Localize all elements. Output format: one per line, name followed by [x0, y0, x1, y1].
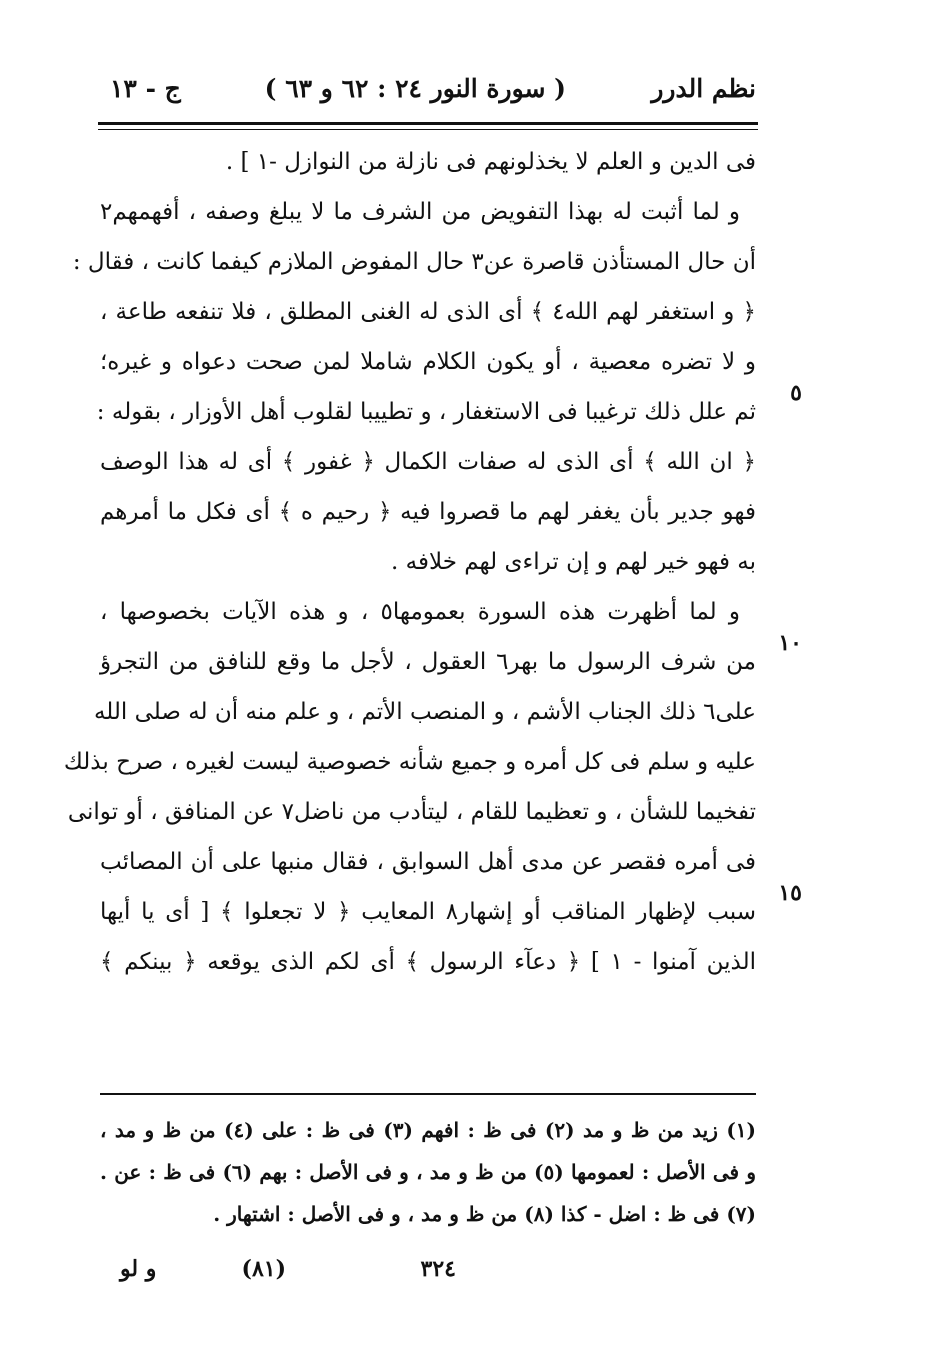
line-number-15: ١٥ [778, 880, 802, 906]
text-line: فى أمره فقصر عن مدى أهل السوابق ، فقال منبها على أن المصائب [100, 849, 756, 875]
text-line: الذين آمنوا - ١ ] ﴿ دعآء الرسول ﴾ أى لكم الذى يوقعه ﴿ بينكم ﴾ [100, 949, 756, 975]
footnote-line: (١) زيد من ظ و مد (٢) فى ظ : افهم (٣) فى ظ : على (٤) من ظ و مد ، [100, 1118, 756, 1142]
text-line: و لا تضره معصية ، أو يكون الكلام شاملا لمن صحت دعواه و غيره؛ [100, 349, 756, 375]
line-number-10: ١٠ [778, 630, 802, 656]
page-number: ٣٢٤ [420, 1256, 456, 1282]
header-rule-thick [98, 122, 758, 125]
footnote-rule [100, 1093, 756, 1095]
page-footer [100, 1256, 756, 1296]
text-line: ﴿ ان الله ﴾ أى الذى له صفات الكمال ﴿ غفور ﴾ أى له هذا الوصف [100, 449, 756, 475]
text-line: و لما أظهرت هذه السورة بعمومها٥ ، و هذه الآيات بخصوصها ، [100, 599, 740, 625]
header-rule-thin [98, 129, 758, 130]
text-line: ثم علل ذلك ترغيبا فى الاستغفار ، و تطييبا لقلوب أهل الأوزار ، بقوله : [96, 399, 756, 425]
text-line: من شرف الرسول ما بهر٦ العقول ، لأجل ما وقع للنافق من التجرؤ [100, 649, 756, 675]
surah-reference: ( سورة النور ٢٤ : ٦٢ و ٦٣ ) [264, 74, 566, 103]
text-line: فى الدين و العلم لا يخذلونهم فى نازلة من النوازل -١ ] . [225, 149, 756, 175]
footnote-line: (٧) فى ظ : اضل - كذا (٨) من ظ و مد ، و فى الأصل : اشتهار . [213, 1202, 756, 1226]
text-line: سبب لإظهار المناقب أو إشهار٨ المعايب ﴿ لا تجعلوا ﴾ [ أى يا أيها [100, 899, 757, 925]
text-line: على٦ ذلك الجناب الأشم ، و المنصب الأتم ، و علم منه أن له صلى الله [93, 699, 756, 725]
volume-label: ج - ١٣ [110, 74, 181, 103]
signature-mark: (٨١) [241, 1256, 286, 1282]
line-number-5: ٥ [790, 380, 802, 406]
text-line: أن حال المستأذن قاصرة عن٣ حال المفوض الملازم كيفما كانت ، فقال : [72, 249, 756, 275]
text-line: تفخيما للشأن ، و تعظيما للقام ، ليتأدب من ناضل٧ عن المنافق ، أو توانى [67, 799, 756, 825]
text-line: عليه و سلم فى كل أمره و جميع شأنه خصوصية ليست لغيره ، صرح بذلك [63, 749, 756, 775]
running-title: نظم الدرر [651, 74, 756, 103]
text-line: به فهو خير لهم و إن تراءى لهم خلافه . [391, 549, 756, 575]
footnote-line: و فى الأصل : لعمومها (٥) من ظ و مد ، و فى الأصل : بهم (٦) فى ظ : عن . [100, 1160, 756, 1184]
text-line: ﴿ و استغفر لهم الله٤ ﴾ أى الذى له الغنى المطلق ، فلا تنفعه طاعة ، [100, 299, 756, 325]
page-header [100, 70, 756, 110]
text-line: فهو جدير بأن يغفر لهم ما قصروا فيه ﴿ رحيم ه ﴾ أى فكل ما أمرهم [100, 499, 756, 525]
text-line: و لما أثبت له بهذا التفويض من الشرف ما لا يبلغ وصفه ، أفهمهم٢ [100, 199, 740, 225]
catchword: و لو [120, 1256, 157, 1282]
